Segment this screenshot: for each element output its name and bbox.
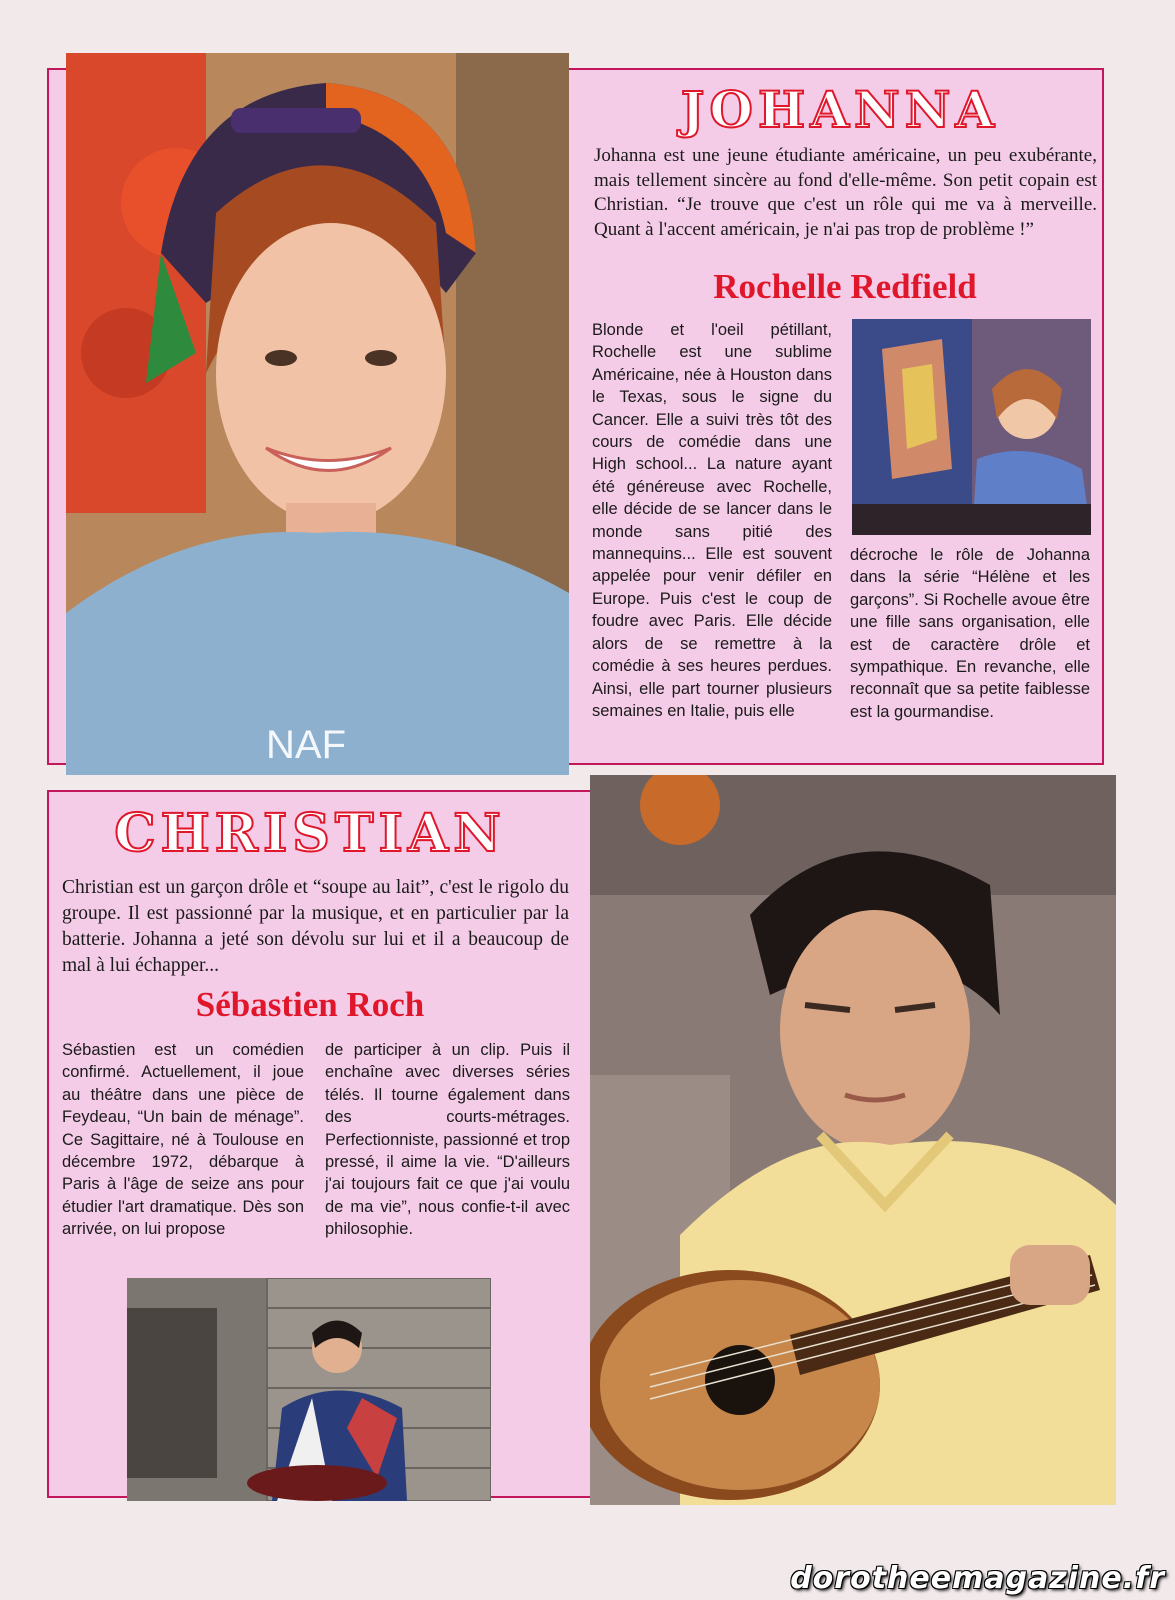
johanna-title: JOHANNA: [680, 80, 1000, 139]
christian-intro: Christian est un garçon drôle et “soupe au lait”, c'est le rigolo du groupe. Il est passionné par la musique, et en particulier par la batterie. Johanna a jeté son dévolu sur lui et il a beaucoup de mal à lui échapper...: [62, 877, 569, 976]
sebastien-name-title: Sébastien Roch: [195, 985, 425, 1024]
drums-illustration: [127, 1278, 491, 1501]
rochelle-bio-column-1: Blonde et l'oeil pétillant, Rochelle est une sublime Américaine, née à Houston dans le Texas, sous le signe du Cancer. Elle a suivi très tôt des cours de comédie dans une High school... La nature ayant été généreuse avec Rochelle, elle décide de se lancer dans le monde sans pitié des mannequins... Elle est souvent appelée pour venir défiler en Europe. Puis c'est le coup de foudre avec Paris. Elle décide alors de se remettre à la comédie à ses heures perdues. Ainsi, elle part tourner plusieurs semaines en Italie, puis elle: [592, 321, 832, 720]
johanna-intro: Johanna est une jeune étudiante américaine, un peu exubérante, mais tellement sincère au fond d'elle-même. Son petit copain est Christian. “Je trouve que c'est un rôle qui me va à merveille. Quant à l'accent américain, je n'ai pas trop de problème !”: [594, 145, 1097, 240]
sweatshirt-text: NAF: [266, 723, 346, 767]
rochelle-illustration: [852, 319, 1091, 535]
christian-guitar-photo: [590, 775, 1116, 1505]
johanna-portrait-photo: [66, 53, 569, 775]
sebastien-drums-photo: [127, 1278, 491, 1501]
site-watermark: dorotheemagazine.fr: [790, 1561, 1165, 1596]
rochelle-photo: [852, 319, 1091, 535]
sebastien-bio-column-1: Sébastien est un comédien confirmé. Actuellement, il joue au théâtre dans une pièce de Feydeau, “Un bain de ménage”. Ce Sagittaire, né à Toulouse en décembre 1972, débarque à Paris à l'âge de seize ans pour étudier l'art dramatique. Dès son arrivée, on lui propose: [62, 1041, 304, 1239]
christian-title: CHRISTIAN: [114, 803, 506, 864]
rochelle-name-title: Rochelle Redfield: [713, 267, 977, 306]
sebastien-bio-column-2: de participer à un clip. Puis il enchaîne avec diverses séries télés. Il tourne également dans des courts-métrages. Perfectionniste, passionné et trop pressé, il aime la vie. “D'ailleurs j'ai toujours fait ce que j'ai voulu de ma vie”, nous confie-t-il avec philosophie.: [325, 1041, 570, 1239]
rochelle-bio-column-2: décroche le rôle de Johanna dans la série “Hélène et les garçons”. Si Rochelle avoue être une fille sans organisation, elle est de caractère drôle et sympathique. En revanche, elle reconnaît que sa petite faiblesse est la gourmandise.: [850, 546, 1090, 721]
portrait-illustration: [66, 53, 569, 775]
guitar-illustration: [590, 775, 1116, 1505]
